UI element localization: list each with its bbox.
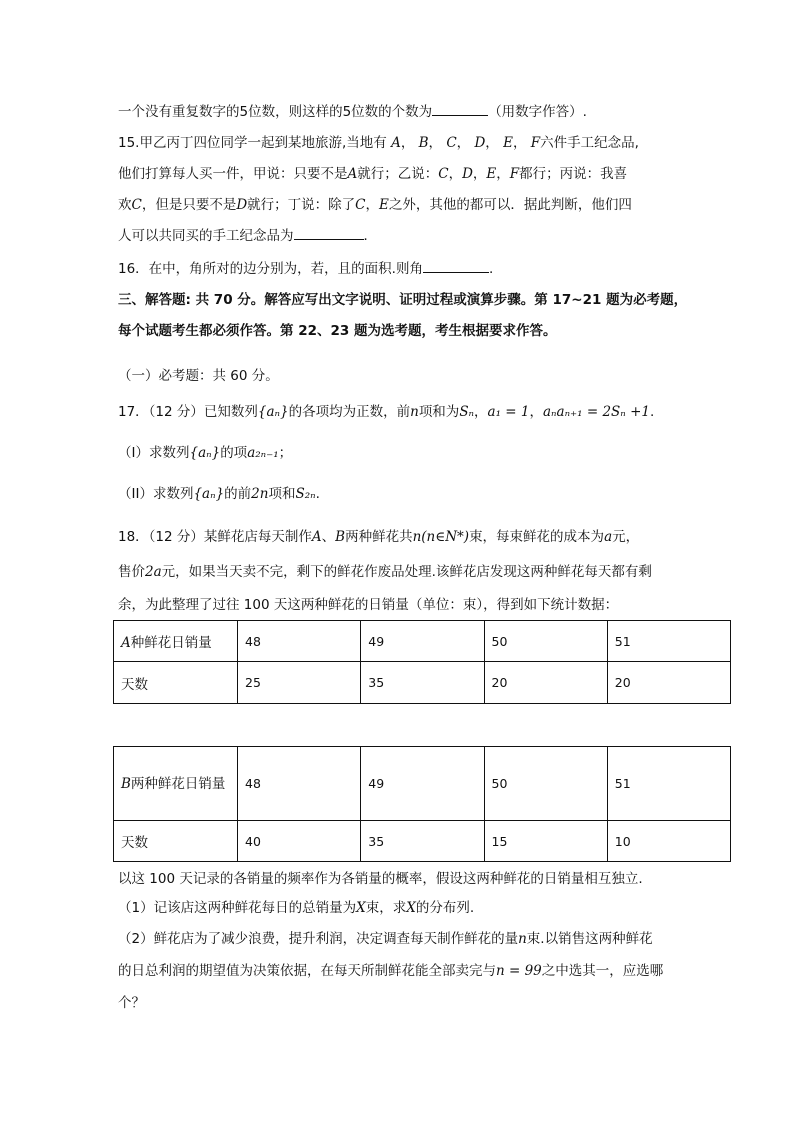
q18-text-2b: 元，如果当天卖不完，剩下的鲜花作废品处理.该鲜花店发现这两种鲜花每天都有剩: [161, 564, 652, 580]
q17-sub1-text-a: （I）求数列: [118, 445, 190, 461]
section3-text-1: 三、解答题: 共 70 分。解答应写出文字说明、证明过程或演算步骤。第 17~21 题为必考题，: [118, 292, 688, 308]
q14-text: 一个没有重复数字的5位数，则这样的5位数的个数为: [118, 104, 433, 120]
item-f: F: [530, 135, 541, 151]
q17-text-a: 17．（12 分）已知数列: [118, 404, 258, 420]
q15-text-3b: ，但是只要不是: [141, 197, 237, 213]
q15-line-3: 欢C，但是只要不是D就行；丁说：除了C，E之外，其他的都可以．据此判断，他们四: [118, 197, 632, 213]
table-cell: 20: [607, 662, 730, 704]
q14-suffix: （用数字作答）.: [488, 104, 587, 120]
q15-text-3d: 之外，其他的都可以．据此判断，他们四: [388, 197, 632, 213]
q17-cond-2: aₙaₙ₊₁ = 2Sₙ +1: [543, 404, 650, 420]
q18-text-1c: 束，每束鲜花的成本为: [469, 529, 605, 545]
q17-sub2-text-a: （II）求数列: [118, 486, 194, 502]
q18-text-1a: 18．（12 分）某鲜花店每天制作: [118, 529, 312, 545]
q15-text-3a: 欢: [118, 197, 132, 213]
item-c: C: [131, 197, 142, 213]
after-part2-line1: [118, 929, 653, 949]
q18-line-1: 18．（12 分）某鲜花店每天制作A、B两种鲜花共n(n∈N*)束，每束鲜花的成本为a元，: [118, 529, 640, 545]
answer-blank: [432, 103, 488, 116]
item-e: E: [503, 135, 513, 151]
after-text-1: 以这 100 天记录的各销量的频率作为各销量的概率，假设这两种鲜花的日销量相互独立.: [118, 871, 643, 887]
q17-sub1-text-b: 的项: [220, 445, 248, 461]
row-label: B两种鲜花日销量: [114, 747, 238, 821]
table-cell: 15: [484, 821, 607, 862]
var-2a: 2a: [145, 564, 162, 580]
table-cell: 51: [607, 621, 730, 662]
q15-text-1: 15.甲乙丙丁四位同学一起到某地旅游,当地有: [118, 135, 387, 151]
table-cell: 50: [484, 747, 607, 821]
q15-text-2a: 他们打算每人买一件，甲说：只要不是: [118, 166, 348, 182]
q18-line-2: [118, 562, 652, 582]
q15-text-1-end: 六件手工纪念品,: [540, 135, 639, 151]
q15-text-3c: 就行；丁说：除了: [247, 197, 356, 213]
var-n: n: [410, 404, 419, 420]
q18-text-3: 余，为此整理了过往 100 天这两种鲜花的日销量（单位：束），得到如下统计数据：: [118, 597, 619, 613]
var-b: B: [335, 529, 346, 545]
var-sn: Sₙ: [459, 404, 475, 420]
table-cell: 49: [361, 747, 484, 821]
q15-text-4: 人可以共同买的手工纪念品为: [118, 228, 294, 244]
table-cell: 48: [238, 747, 361, 821]
table-cell: 40: [238, 821, 361, 862]
var-x: X: [406, 900, 416, 916]
q17-text-b: 的各项均为正数，前: [288, 404, 411, 420]
item-d: D: [474, 135, 486, 151]
section3-text-2: 每个试题考生都必须作答。第 22、23 题为选考题，考生根据要求作答。: [118, 323, 557, 339]
table-cell: 35: [361, 821, 484, 862]
item-a: A: [347, 166, 358, 182]
q17-sub1: （I）求数列{aₙ}的项a₂ₙ₋₁；: [118, 445, 293, 461]
after-p1-text-c: 的分布列.: [415, 900, 475, 916]
row-label: A种鲜花日销量: [114, 621, 238, 662]
table-cell: 25: [238, 662, 361, 704]
q16-text: 16．在中，角所对的边分别为，若，且的面积.则角: [118, 261, 423, 277]
table-cell: 20: [484, 662, 607, 704]
after-p2-text-a: （2）鲜花店为了减少浪费，提升利润，决定调查每天制作鲜花的量: [118, 931, 519, 947]
table-cell: 49: [361, 621, 484, 662]
q18-text-1d: 元，: [612, 529, 640, 545]
after-p2-text-c: 的日总利润的期望值为决策依据，在每天所制鲜花能全部卖完与: [118, 963, 496, 979]
answer-blank: [294, 227, 364, 240]
item-b: B: [418, 135, 429, 151]
table-a-sales: [113, 620, 731, 704]
q18-text-2a: 售价: [118, 564, 145, 580]
q18-line-3: [118, 595, 618, 615]
seq-an: {aₙ}: [189, 445, 221, 461]
item-d: D: [462, 166, 473, 182]
table-row: [114, 747, 731, 821]
after-p2-text-e: 个？: [118, 995, 145, 1011]
var-2n: 2n: [251, 486, 269, 502]
var-n: n: [518, 931, 527, 947]
q17-sub2-text-c: 项和: [268, 486, 296, 502]
var-x: X: [356, 900, 366, 916]
item-a: A: [391, 135, 401, 151]
table-b-sales: [113, 746, 731, 862]
table-row: [114, 621, 731, 662]
part1-heading: [118, 366, 279, 386]
q15-text-2c: 都行；丙说：我喜: [519, 166, 628, 182]
q15-text-2b: 就行；乙说：: [357, 166, 439, 182]
var-n-condition: n(n∈N*): [412, 529, 470, 545]
item-c: C: [438, 166, 449, 182]
table-cell: 35: [361, 662, 484, 704]
item-e: E: [379, 197, 389, 213]
answer-blank: [423, 260, 489, 273]
section3-line-2: [118, 321, 556, 341]
seq-an: {aₙ}: [193, 486, 225, 502]
after-p2-text-b: 束.以销售这两种鲜花: [526, 931, 653, 947]
var-n99: n = 99: [496, 963, 542, 979]
q15-line-1: 15.甲乙丙丁四位同学一起到某地旅游,当地有 A， B， C， D， E， F六件手工纪念品,: [118, 135, 639, 151]
row-label: 天数: [114, 821, 238, 862]
item-c: C: [446, 135, 457, 151]
section3-line-1: [118, 290, 687, 310]
var-a-cost: a: [604, 529, 613, 545]
q16-line: 16．在中，角所对的边分别为，若，且的面积.则角 .: [118, 261, 494, 277]
q17-text-c: 项和为: [418, 404, 460, 420]
q17-text-d: ，: [474, 404, 488, 420]
q17-cond-1: a₁ = 1: [487, 404, 530, 420]
item-d: D: [236, 197, 248, 213]
after-part2-line3: [118, 993, 145, 1013]
table-cell: 51: [607, 747, 730, 821]
q18-text-1b: 两种鲜花共: [345, 529, 413, 545]
term-a2n-1: a₂ₙ₋₁: [247, 445, 279, 461]
after-line-1: [118, 869, 643, 889]
after-p1-text-a: （1）记该店这两种鲜花每日的总销量为: [118, 900, 357, 916]
var-s2n: S₂ₙ: [295, 486, 316, 502]
table-cell: 50: [484, 621, 607, 662]
part1-text: （一）必考题：共 60 分。: [118, 368, 279, 384]
q14-line: [118, 102, 587, 122]
seq-an: {aₙ}: [257, 404, 289, 420]
after-p2-text-d: 之中选其一，应选哪: [541, 963, 664, 979]
q15-line-2: 他们打算每人买一件，甲说：只要不是A就行；乙说：C，D，E，F都行；丙说：我喜: [118, 166, 628, 182]
after-part1: [118, 898, 474, 918]
table-cell: 48: [238, 621, 361, 662]
item-c: C: [355, 197, 366, 213]
table-row: [114, 662, 731, 704]
var-a: A: [311, 529, 322, 545]
q17-sub2: （II）求数列{aₙ}的前2n项和S₂ₙ.: [118, 486, 320, 502]
after-p1-text-b: 束，求: [365, 900, 407, 916]
q17-line: 17．（12 分）已知数列{aₙ}的各项均为正数，前n项和为Sₙ，a₁ = 1，aₙaₙ₊₁ = 2Sₙ +1.: [118, 404, 655, 420]
row-label: 天数: [114, 662, 238, 704]
table-cell: 10: [607, 821, 730, 862]
q17-sub2-text-b: 的前: [224, 486, 252, 502]
item-f: F: [509, 166, 520, 182]
after-part2-line2: [118, 961, 663, 981]
q15-line-4: 人可以共同买的手工纪念品为 ．: [118, 228, 377, 244]
item-e: E: [486, 166, 497, 182]
table-row: [114, 821, 731, 862]
